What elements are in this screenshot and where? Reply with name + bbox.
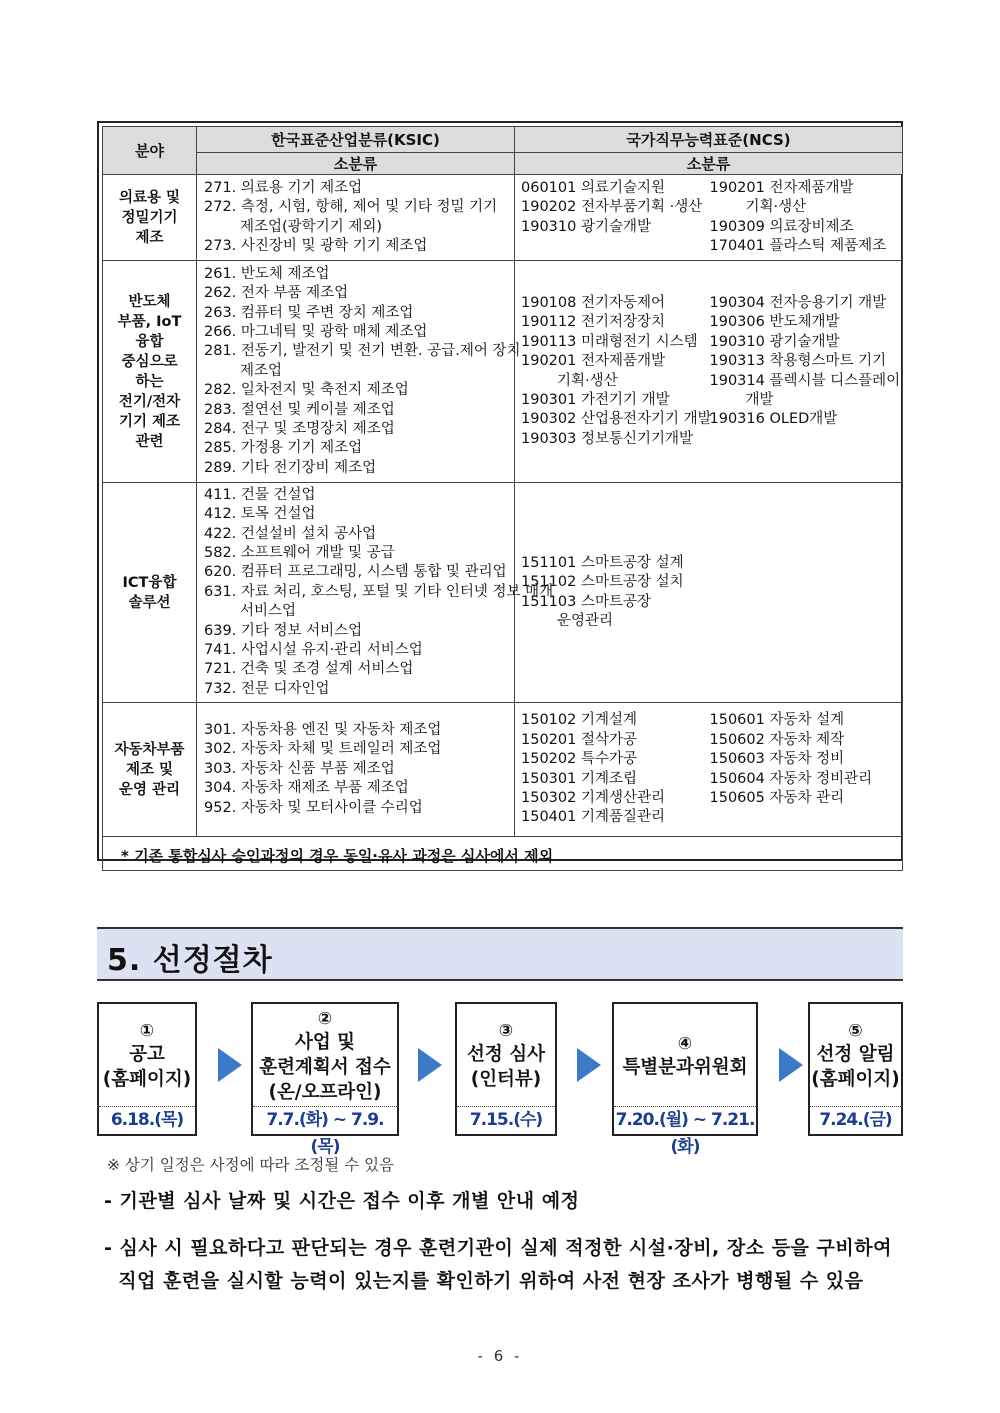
ksic-cell: [197, 703, 515, 837]
ncs-cell: [515, 703, 903, 837]
category-line: 운영 관리: [118, 781, 181, 798]
category-line: 중심으로: [121, 353, 178, 370]
table-line: 150602 자동차 제작: [709, 731, 845, 748]
step-label: 특별분과위원회: [622, 1056, 748, 1078]
table-line: 303. 자동차 신품 부품 제조업: [204, 760, 395, 777]
category-line: 자동차부품: [114, 741, 185, 758]
category-line: 제조: [135, 229, 164, 246]
header-ksic: 한국표준산업분류(KSIC): [197, 127, 515, 153]
ksic-cell: [197, 175, 515, 261]
ksic-cell: [197, 483, 554, 703]
table-line: 266. 마그네틱 및 광학 매체 제조업: [204, 323, 428, 340]
classification-table-frame: [97, 121, 903, 865]
step-label: (온/오프라인): [268, 1081, 382, 1103]
step-date: 7.20.(월) ~ 7.21.(화): [614, 1106, 756, 1134]
table-line: 263. 컴퓨터 및 주변 장치 제조업: [204, 304, 414, 321]
table-line: 170401 플라스틱 제품제조: [709, 237, 887, 254]
table-line: 190202 전자부품기획 ·생산: [521, 199, 703, 216]
ncs-left-column: [521, 179, 710, 257]
table-line: 기획·생산: [745, 199, 807, 216]
table-line: 190301 가전기기 개발: [521, 391, 670, 408]
category-cell: [103, 261, 197, 483]
table-line: 190313 착용형스마트 기기: [709, 353, 887, 370]
classification-table: [102, 126, 903, 871]
table-line: 281. 전동기, 발전기 및 전기 변환. 공급.제어 장치: [204, 343, 521, 360]
table-line: 301. 자동차용 엔진 및 자동차 제조업: [204, 721, 442, 738]
ncs-cell: [515, 483, 903, 703]
bullet-line-3: 직업 훈련을 실시할 능력이 있는지를 확인하기 위하여 사전 현장 조사가 병행될 수 있음: [104, 1270, 864, 1292]
table-line: 150604 자동차 정비관리: [709, 770, 873, 787]
table-line: 기획·생산: [557, 372, 618, 389]
table-line: 150601 자동차 설계: [709, 712, 845, 729]
ncs-right-column: [710, 179, 899, 257]
table-line: 190303 정보통신기기개발: [521, 430, 694, 447]
table-line: 190310 광기술개발: [709, 333, 840, 350]
category-line: 융합: [135, 333, 164, 350]
table-line: 151103 스마트공장: [521, 593, 651, 610]
table-line: 282. 일차전지 및 축전지 제조업: [204, 382, 409, 399]
table-line: 741. 사업시설 유지·관리 서비스업: [204, 642, 423, 659]
table-line: 서비스업: [240, 603, 297, 620]
process-step: [612, 1002, 758, 1157]
header-category: 분야: [103, 127, 197, 175]
table-row: [103, 703, 903, 837]
ncs-cell: [515, 261, 903, 483]
category-line: 관련: [135, 433, 164, 450]
ksic-cell: [197, 261, 521, 483]
arrow-right-icon: [577, 1048, 601, 1082]
category-line: 기기 제조: [118, 413, 181, 430]
schedule-footnote: ※ 상기 일정은 사정에 따라 조정될 수 있음: [107, 1156, 395, 1174]
bullet-line-1: - 기관별 심사 날짜 및 시간은 접수 이후 개별 안내 예정: [104, 1190, 580, 1212]
category-line: ICT융합: [122, 574, 177, 591]
step-number: ③: [498, 1021, 514, 1041]
category-line: 제조 및: [125, 761, 174, 778]
step-label: (인터뷰): [470, 1069, 542, 1090]
category-cell: [103, 175, 197, 261]
step-label: 공고: [129, 1044, 165, 1065]
step-date: 7.15.(수): [457, 1106, 555, 1134]
section-title: 5. 선정절차: [107, 943, 273, 978]
arrow-right-icon: [779, 1048, 803, 1082]
category-line: 의료용 및: [118, 189, 181, 206]
step-date: 7.24.(금): [810, 1106, 901, 1134]
ncs-left-column: [521, 711, 710, 827]
table-line: 151102 스마트공장 설치: [521, 574, 684, 591]
process-step: [97, 1002, 197, 1136]
table-line: 190309 의료장비제조: [709, 218, 854, 235]
category-line: 부품, IoT: [117, 313, 182, 330]
table-line: 284. 전구 및 조명장치 제조업: [204, 421, 395, 438]
table-line: 운영관리: [557, 612, 614, 629]
table-line: 190201 전자제품개발: [521, 353, 666, 370]
table-line: 제조업: [240, 362, 283, 379]
step-label: 훈련계획서 접수: [259, 1056, 391, 1078]
table-line: 261. 반도체 제조업: [204, 265, 330, 282]
table-line: 150603 자동차 정비: [709, 751, 845, 768]
step-body: [99, 1004, 195, 1108]
step-number: ①: [139, 1021, 155, 1041]
table-line: 422. 건설설비 설치 공사업: [204, 525, 377, 542]
table-line: 150401 기계품질관리: [521, 809, 666, 826]
ncs-right-column: [710, 294, 899, 449]
step-number: ⑤: [848, 1021, 863, 1041]
ncs-left-column: [521, 554, 710, 632]
header-ncs: 국가직무능력표준(NCS): [515, 127, 903, 153]
table-line: 150102 기계설계: [521, 712, 637, 729]
bullet-line-2: - 심사 시 필요하다고 판단되는 경우 훈련기관이 실제 적정한 시설·장비, 장소 등을 구비하여: [104, 1237, 892, 1259]
table-line: 302. 자동차 차체 및 트레일러 제조업: [204, 741, 442, 758]
table-note: * 기존 통합심사 승인과정의 경우 동일·유사 과정은 심사에서 제외: [103, 837, 903, 871]
table-line: 190310 광기술개발: [521, 218, 651, 235]
table-line: 190112 전기저장장치: [521, 314, 666, 331]
table-line: 150302 기계생산관리: [521, 789, 666, 806]
table-line: 제조업(광학기기 제외): [240, 218, 382, 235]
process-step: [455, 1002, 557, 1136]
table-line: 283. 절연선 및 케이블 제조업: [204, 401, 395, 418]
table-line: 304. 자동차 재제조 부품 제조업: [204, 780, 409, 797]
table-line: 190306 반도체개발: [709, 314, 840, 331]
page-number: - 6 -: [477, 1347, 523, 1365]
step-body: [810, 1004, 901, 1108]
table-line: 060101 의료기술지원: [521, 179, 666, 196]
table-line: 273. 사진장비 및 광학 기기 제조업: [204, 237, 428, 254]
header-ksic-sub: 소분류: [197, 153, 515, 175]
table-line: 412. 토목 건설업: [204, 506, 316, 523]
table-body: [103, 175, 903, 837]
arrow-right-icon: [218, 1048, 242, 1082]
table-line: 190113 미래형전기 시스템: [521, 333, 698, 350]
category-line: 정밀기기: [121, 209, 178, 226]
table-line: 631. 자료 처리, 호스팅, 포털 및 기타 인터넷 정보 매개: [204, 583, 554, 600]
step-label: (홈페이지): [102, 1069, 192, 1090]
ncs-left-column: [521, 294, 710, 449]
table-line: 620. 컴퓨터 프로그래밍, 시스템 통합 및 관리업: [204, 564, 507, 581]
category-cell: [103, 703, 197, 837]
process-step: [251, 1002, 399, 1157]
section-header-bar: [97, 927, 903, 981]
table-row: [103, 483, 903, 703]
table-line: 271. 의료용 기기 제조업: [204, 179, 363, 196]
table-line: 262. 전자 부품 제조업: [204, 285, 349, 302]
table-line: 190108 전기자동제어: [521, 294, 666, 311]
step-label: 선정 알림: [816, 1044, 895, 1065]
step-body: [614, 1004, 756, 1108]
table-line: 732. 전문 디자인업: [204, 680, 330, 697]
category-line: 솔루션: [128, 594, 171, 611]
table-line: 952. 자동차 및 모터사이클 수리업: [204, 799, 423, 816]
process-step: [808, 1002, 903, 1136]
category-line: 하는: [135, 373, 164, 390]
category-cell: [103, 483, 197, 703]
step-label: 사업 및: [294, 1031, 356, 1053]
table-line: 190316 OLED개발: [709, 411, 838, 428]
table-line: 150301 기계조립: [521, 770, 637, 787]
arrow-right-icon: [418, 1048, 442, 1082]
step-label: (홈페이지): [811, 1069, 900, 1090]
table-line: 개발: [745, 391, 774, 408]
header-ncs-sub: 소분류: [515, 153, 903, 175]
table-line: 289. 기타 전기장비 제조업: [204, 459, 377, 476]
ncs-right-column: [710, 711, 899, 827]
table-line: 272. 측정, 시험, 항해, 제어 및 기타 정밀 기기: [204, 199, 498, 216]
step-body: [457, 1004, 555, 1108]
step-number: ④: [677, 1033, 693, 1054]
step-date: 7.7.(화) ~ 7.9.(목): [253, 1106, 397, 1134]
table-line: 721. 건축 및 조경 설계 서비스업: [204, 661, 414, 678]
table-line: 190302 산업용전자기기 개발: [521, 411, 712, 428]
ncs-cell: [515, 175, 903, 261]
table-line: 582. 소프트웨어 개발 및 공급: [204, 544, 395, 561]
table-line: 150201 절삭가공: [521, 731, 637, 748]
step-label: 선정 심사: [467, 1044, 545, 1065]
table-line: 285. 가정용 기기 제조업: [204, 440, 363, 457]
table-line: 190314 플렉시블 디스플레이: [709, 372, 901, 389]
ncs-right-column: [710, 554, 899, 632]
table-row: [103, 261, 903, 483]
table-line: 150605 자동차 관리: [709, 789, 845, 806]
category-line: 전기/전자: [118, 393, 181, 410]
table-row: [103, 175, 903, 261]
step-date: 6.18.(목): [99, 1106, 195, 1134]
category-line: 반도체: [128, 293, 171, 310]
table-line: 151101 스마트공장 설계: [521, 554, 684, 571]
step-number: ②: [317, 1008, 333, 1029]
table-line: 190304 전자응용기기 개발: [709, 294, 887, 311]
table-line: 639. 기타 정보 서비스업: [204, 622, 363, 639]
table-line: 190201 전자제품개발: [709, 179, 854, 196]
step-body: [253, 1004, 397, 1108]
table-line: 150202 특수가공: [521, 751, 637, 768]
table-line: 411. 건물 건설업: [204, 486, 316, 503]
